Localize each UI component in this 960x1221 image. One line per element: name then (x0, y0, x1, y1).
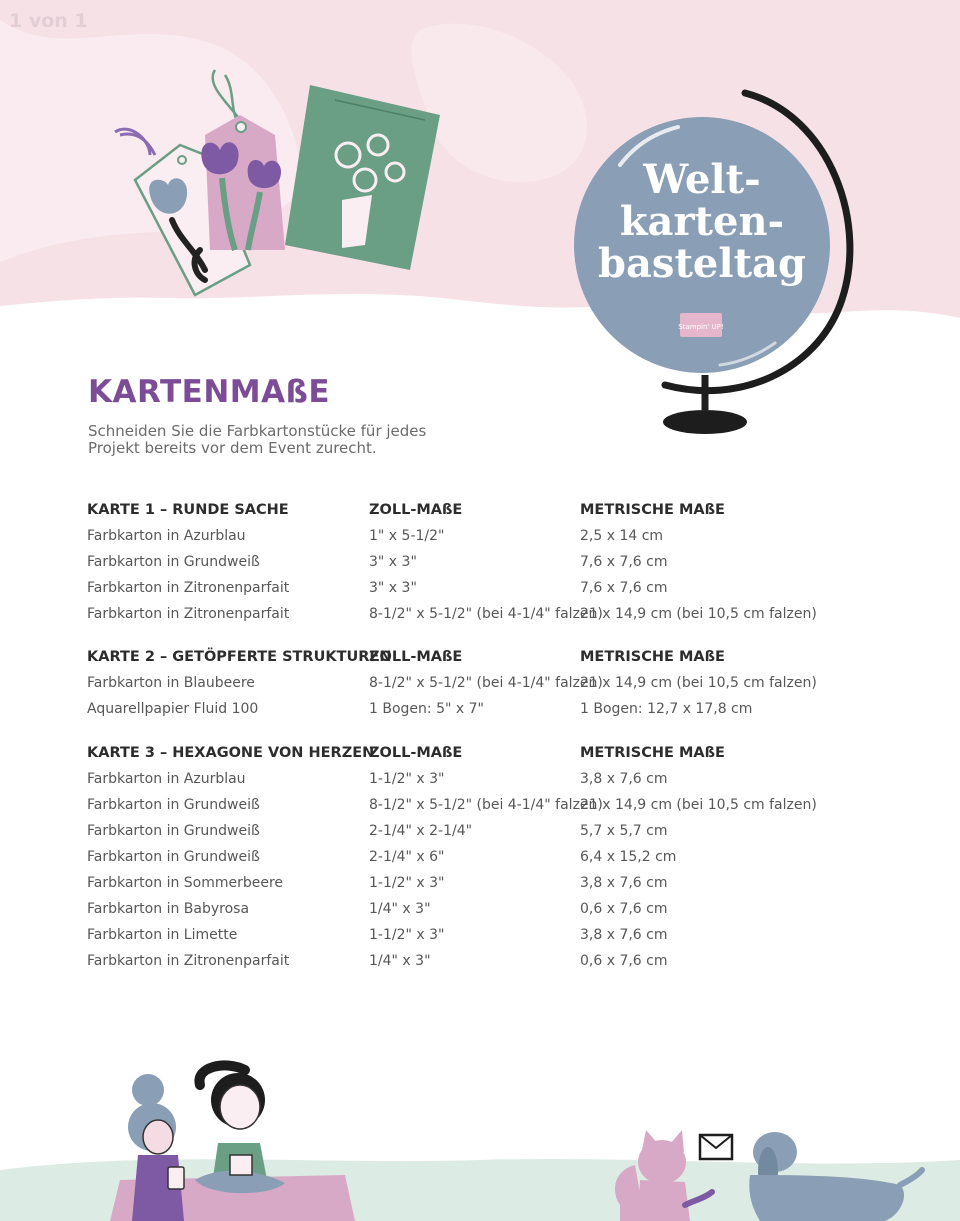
kids-illustration (100, 1055, 360, 1221)
table-row (87, 769, 887, 795)
imperial-size: 2-1/4" x 2-1/4" (369, 823, 473, 839)
metric-size: 1 Bogen: 12,7 x 17,8 cm (580, 701, 753, 717)
imperial-size: 8-1/2" x 5-1/2" (bei 4-1/4" falzen) (369, 797, 603, 813)
intro-text: Schneiden Sie die Farbkartonstücke für jedes Projekt bereits vor dem Event zurecht. (88, 422, 427, 457)
table-row (87, 925, 887, 951)
card-section-3 (87, 743, 887, 977)
material-name: Farbkarton in Azurblau (87, 528, 246, 544)
material-name: Aquarellpapier Fluid 100 (87, 701, 259, 717)
page-title: KARTENMAßE (88, 374, 331, 410)
section-header-row (87, 743, 887, 769)
material-name: Farbkarton in Zitronenparfait (87, 580, 290, 596)
table-row (87, 578, 887, 604)
card-section-1 (87, 500, 887, 630)
globe-illustration (560, 85, 870, 440)
imperial-column-header: ZOLL-MAßE (369, 502, 463, 518)
section-title: KARTE 3 – HEXAGONE VON HERZEN (87, 745, 375, 761)
pets-illustration (600, 1120, 930, 1221)
metric-size: 21 x 14,9 cm (bei 10,5 cm falzen) (580, 675, 817, 691)
metric-size: 7,6 x 7,6 cm (580, 580, 668, 596)
section-header-row (87, 647, 887, 673)
metric-size: 21 x 14,9 cm (bei 10,5 cm falzen) (580, 797, 817, 813)
material-name: Farbkarton in Blaubeere (87, 675, 255, 691)
material-name: Farbkarton in Zitronenparfait (87, 606, 290, 622)
metric-size: 3,8 x 7,6 cm (580, 875, 668, 891)
material-name: Farbkarton in Grundweiß (87, 849, 260, 865)
table-row (87, 552, 887, 578)
metric-size: 21 x 14,9 cm (bei 10,5 cm falzen) (580, 606, 817, 622)
table-row (87, 673, 887, 699)
card-section-2 (87, 647, 887, 725)
material-name: Farbkarton in Babyrosa (87, 901, 250, 917)
material-name: Farbkarton in Azurblau (87, 771, 246, 787)
material-name: Farbkarton in Grundweiß (87, 797, 260, 813)
material-name: Farbkarton in Grundweiß (87, 554, 260, 570)
tags-illustration (110, 60, 450, 310)
imperial-size: 3" x 3" (369, 580, 417, 596)
material-name: Farbkarton in Limette (87, 927, 238, 943)
imperial-size: 3" x 3" (369, 554, 417, 570)
material-name: Farbkarton in Zitronenparfait (87, 953, 290, 969)
globe-title-line2: karten- (619, 198, 785, 245)
section-title: KARTE 1 – RUNDE SACHE (87, 502, 289, 518)
imperial-size: 1 Bogen: 5" x 7" (369, 701, 484, 717)
imperial-size: 1-1/2" x 3" (369, 771, 445, 787)
imperial-column-header: ZOLL-MAßE (369, 649, 463, 665)
section-header-row (87, 500, 887, 526)
imperial-size: 1/4" x 3" (369, 953, 431, 969)
table-row (87, 604, 887, 630)
stampin-up-logo: Stampin' UP! (678, 323, 724, 331)
metric-column-header: METRISCHE MAßE (580, 649, 725, 665)
metric-size: 0,6 x 7,6 cm (580, 901, 668, 917)
metric-size: 3,8 x 7,6 cm (580, 927, 668, 943)
metric-column-header: METRISCHE MAßE (580, 502, 725, 518)
metric-column-header: METRISCHE MAßE (580, 745, 725, 761)
table-row (87, 526, 887, 552)
metric-size: 7,6 x 7,6 cm (580, 554, 668, 570)
table-row (87, 795, 887, 821)
table-row (87, 873, 887, 899)
material-name: Farbkarton in Grundweiß (87, 823, 260, 839)
imperial-size: 2-1/4" x 6" (369, 849, 445, 865)
metric-size: 5,7 x 5,7 cm (580, 823, 668, 839)
page-counter: 1 von 1 (9, 10, 88, 32)
imperial-size: 1-1/2" x 3" (369, 875, 445, 891)
imperial-column-header: ZOLL-MAßE (369, 745, 463, 761)
metric-size: 6,4 x 15,2 cm (580, 849, 677, 865)
table-row (87, 951, 887, 977)
imperial-size: 8-1/2" x 5-1/2" (bei 4-1/4" falzen) (369, 675, 603, 691)
globe-title-line1: Welt- (643, 156, 761, 203)
imperial-size: 1-1/2" x 3" (369, 927, 445, 943)
material-name: Farbkarton in Sommerbeere (87, 875, 284, 891)
table-row (87, 847, 887, 873)
globe-title-line3: basteltag (598, 240, 806, 287)
imperial-size: 1" x 5-1/2" (369, 528, 445, 544)
table-row (87, 699, 887, 725)
imperial-size: 1/4" x 3" (369, 901, 431, 917)
metric-size: 2,5 x 14 cm (580, 528, 664, 544)
imperial-size: 8-1/2" x 5-1/2" (bei 4-1/4" falzen) (369, 606, 603, 622)
table-row (87, 899, 887, 925)
section-title: KARTE 2 – GETÖPFERTE STRUKTUREN (87, 649, 392, 665)
metric-size: 0,6 x 7,6 cm (580, 953, 668, 969)
metric-size: 3,8 x 7,6 cm (580, 771, 668, 787)
table-row (87, 821, 887, 847)
